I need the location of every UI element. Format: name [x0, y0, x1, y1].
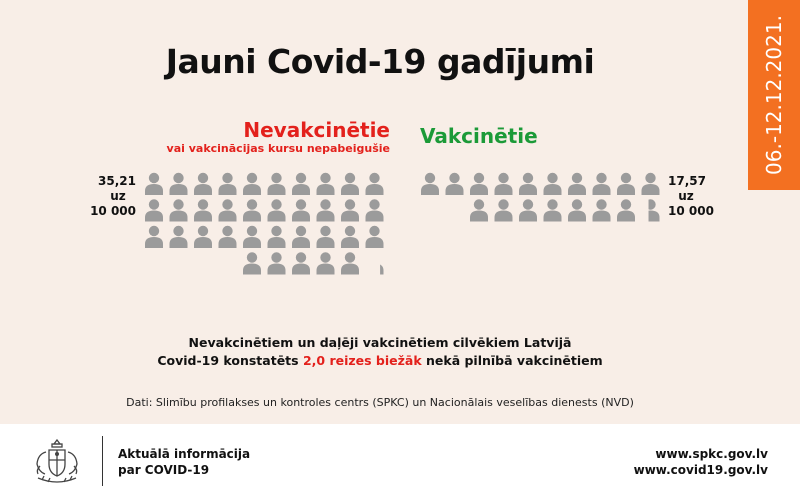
unvaccinated-partial-mask — [364, 251, 381, 277]
unvaccinated-person-icon — [341, 252, 359, 274]
vaccinated-person-icon — [568, 173, 586, 195]
vaccinated-person-icon — [470, 199, 488, 221]
unvaccinated-person-icon — [243, 199, 261, 221]
date-range: 06.-12.12.2021. — [762, 15, 786, 175]
unvaccinated-person-icon — [292, 199, 310, 221]
vaccinated-person-icon — [617, 173, 635, 195]
summary-line1: Nevakcinētiem un daļēji vakcinētiem cilvēkiem Latvijā — [188, 335, 572, 350]
unvaccinated-person-icon — [145, 199, 163, 221]
unvaccinated-person-icon — [317, 199, 335, 221]
unvaccinated-person-icon — [341, 199, 359, 221]
unvaccinated-person-icon — [145, 226, 163, 248]
unvaccinated-person-icon — [243, 252, 261, 274]
unvaccinated-person-icon — [145, 173, 163, 195]
unvaccinated-person-icon — [243, 226, 261, 248]
footer — [0, 424, 800, 498]
unvaccinated-person-icon — [292, 226, 310, 248]
vaccinated-person-icon — [593, 199, 611, 221]
vaccinated-person-icon — [544, 199, 562, 221]
unvaccinated-person-icon — [317, 173, 335, 195]
unvaccinated-person-icon — [268, 226, 286, 248]
vaccinated-partial-mask — [640, 198, 649, 224]
vaccinated-person-icon — [421, 173, 439, 195]
vaccinated-person-icon — [470, 173, 488, 195]
footer-divider — [102, 436, 103, 486]
vaccinated-person-icon — [593, 173, 611, 195]
vaccinated-person-icon — [642, 173, 660, 195]
unvaccinated-person-icon — [268, 252, 286, 274]
unvaccinated-person-icon — [366, 199, 384, 221]
unvaccinated-person-icon — [194, 173, 212, 195]
vaccinated-person-icon — [495, 199, 513, 221]
unvaccinated-rate-base: 10 000 — [90, 204, 136, 218]
footer-links — [634, 446, 768, 478]
latvia-coat-of-arms-icon — [30, 436, 84, 486]
summary-line2 — [0, 352, 760, 370]
unvaccinated-person-icon — [292, 173, 310, 195]
unvaccinated-person-icon — [317, 252, 335, 274]
vaccinated-person-icon — [495, 173, 513, 195]
unvaccinated-label: Nevakcinētie — [243, 118, 390, 142]
summary-highlight: 2,0 reizes biežāk — [302, 353, 422, 368]
vaccinated-rate-base: 10 000 — [668, 204, 714, 218]
vaccinated-person-icon — [519, 199, 537, 221]
unvaccinated-person-icon — [194, 199, 212, 221]
summary — [0, 334, 760, 370]
unvaccinated-person-icon — [292, 252, 310, 274]
vaccinated-person-icon — [446, 173, 464, 195]
footer-info-line1: Aktuālā informācija — [118, 447, 251, 461]
link-covid19[interactable]: www.covid19.gov.lv — [633, 463, 768, 477]
unvaccinated-person-icon — [341, 173, 359, 195]
vaccinated-person-icon — [617, 199, 635, 221]
summary-line2-before: Covid-19 konstatēts — [157, 353, 303, 368]
unvaccinated-person-icon — [317, 226, 335, 248]
link-spkc[interactable]: www.spkc.gov.lv — [655, 447, 768, 461]
unvaccinated-person-icon — [170, 226, 188, 248]
unvaccinated-sublabel: vai vakcinācijas kursu nepabeigušie — [166, 142, 390, 155]
unvaccinated-person-icon — [219, 226, 237, 248]
page-title: Jauni Covid-19 gadījumi — [165, 42, 595, 81]
data-source: Dati: Slimību profilakses un kontroles centrs (SPKC) un Nacionālais veselības dienests (NVD) — [126, 396, 634, 409]
summary-line2-after: nekā pilnībā vakcinētiem — [421, 353, 603, 368]
unvaccinated-person-icon — [268, 173, 286, 195]
unvaccinated-person-icon — [243, 173, 261, 195]
unvaccinated-rate-value: 35,21 — [98, 174, 136, 188]
unvaccinated-person-icon — [268, 199, 286, 221]
unvaccinated-person-icon — [170, 173, 188, 195]
unvaccinated-people-icons — [145, 173, 384, 277]
vaccinated-person-icon — [568, 199, 586, 221]
vaccinated-rate-per: uz — [678, 189, 694, 203]
unvaccinated-person-icon — [170, 199, 188, 221]
unvaccinated-rate-per: uz — [110, 189, 126, 203]
footer-info-line2: par COVID-19 — [118, 463, 210, 477]
vaccinated-rate-value: 17,57 — [668, 174, 706, 188]
vaccinated-person-icon — [544, 173, 562, 195]
unvaccinated-person-icon — [194, 226, 212, 248]
unvaccinated-person-icon — [341, 226, 359, 248]
unvaccinated-person-icon — [219, 173, 237, 195]
unvaccinated-person-icon — [366, 173, 384, 195]
footer-info — [118, 446, 250, 478]
vaccinated-person-icon — [519, 173, 537, 195]
vaccinated-people-icons — [421, 173, 660, 224]
vaccinated-label: Vakcinētie — [420, 124, 538, 148]
unvaccinated-person-icon — [219, 199, 237, 221]
unvaccinated-person-icon — [366, 226, 384, 248]
